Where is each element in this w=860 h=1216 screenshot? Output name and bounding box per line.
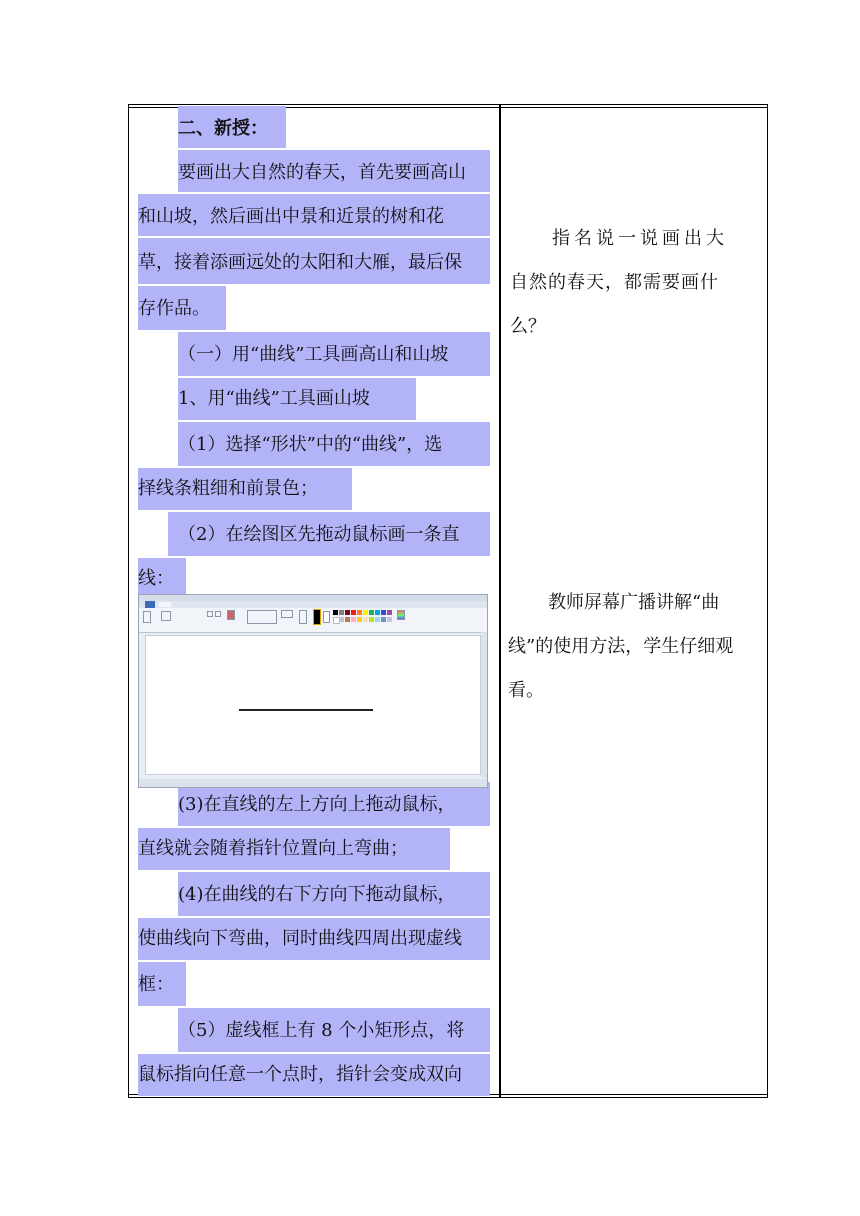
edit-colors-icon bbox=[397, 610, 405, 620]
paint-screenshot bbox=[138, 594, 488, 788]
fill-icon bbox=[215, 611, 221, 617]
teacher-note-line: 教师屏幕广播讲解“曲 bbox=[548, 592, 720, 613]
color1-swatch bbox=[313, 609, 321, 625]
size-icon bbox=[299, 610, 307, 624]
palette-swatch bbox=[357, 610, 362, 615]
column-divider bbox=[499, 105, 501, 1097]
step-line: （1）选择“形状”中的“曲线”，选 bbox=[178, 434, 443, 455]
subsection-title: 1、用“曲线”工具画山坡 bbox=[178, 388, 370, 409]
palette-swatch bbox=[345, 610, 350, 615]
teacher-note-line: 指名说一说画出大 bbox=[552, 228, 728, 249]
paragraph-line: 要画出大自然的春天，首先要画高山 bbox=[178, 162, 466, 183]
teacher-note-line: 自然的春天，都需要画什 bbox=[510, 272, 719, 293]
step-line: （5）虚线框上有 8 个小矩形点，将 bbox=[178, 1020, 465, 1041]
step-line: 鼠标指向任意一个点时，指针会变成双向 bbox=[138, 1064, 462, 1085]
tab-home bbox=[145, 601, 155, 608]
brush-icon bbox=[227, 610, 235, 620]
palette-swatch bbox=[363, 617, 368, 622]
paste-icon bbox=[143, 611, 151, 623]
subsection-title: （一）用“曲线”工具画高山和山坡 bbox=[178, 344, 449, 365]
step-line: 择线条粗细和前景色； bbox=[138, 478, 318, 499]
teacher-note-line: 线”的使用方法，学生仔细观 bbox=[508, 636, 734, 657]
palette-swatch bbox=[369, 610, 374, 615]
palette-swatch bbox=[387, 610, 392, 615]
color2-swatch bbox=[323, 611, 330, 623]
step-line: (4)在曲线的右下方向下拖动鼠标， bbox=[178, 884, 456, 905]
palette-swatch bbox=[351, 617, 356, 622]
paragraph-line: 和山坡，然后画出中景和近景的树和花 bbox=[138, 206, 444, 227]
palette-swatch bbox=[369, 617, 374, 622]
palette-swatch bbox=[339, 610, 344, 615]
outline-icon bbox=[281, 610, 293, 618]
step-line: （2）在绘图区先拖动鼠标画一条直 bbox=[178, 524, 460, 545]
palette-swatch bbox=[387, 617, 392, 622]
ribbon-toolbar bbox=[139, 608, 487, 633]
pencil-icon bbox=[207, 611, 213, 617]
palette-swatch bbox=[339, 617, 344, 622]
ribbon-tabs bbox=[139, 601, 487, 608]
paragraph-line: 存作品。 bbox=[138, 298, 210, 319]
section-heading: 二、新授： bbox=[178, 118, 268, 139]
palette-swatch bbox=[375, 610, 380, 615]
tab-view bbox=[159, 602, 171, 607]
drawing-canvas bbox=[145, 635, 481, 775]
palette-swatch bbox=[363, 610, 368, 615]
paragraph-line: 草，接着添画远处的太阳和大雁，最后保 bbox=[138, 252, 462, 273]
shapes-icon bbox=[247, 610, 277, 624]
palette-swatch bbox=[375, 617, 380, 622]
vertical-scrollbar bbox=[481, 632, 487, 778]
palette-swatch bbox=[345, 617, 350, 622]
step-line: 框： bbox=[138, 974, 174, 995]
palette-swatch bbox=[351, 610, 356, 615]
teacher-note-line: 么？ bbox=[510, 316, 546, 337]
step-line: (3)在直线的左上方向上拖动鼠标， bbox=[178, 794, 456, 815]
teacher-note-line: 看。 bbox=[508, 680, 544, 701]
drawn-straight-line bbox=[239, 709, 373, 711]
palette-swatch bbox=[333, 610, 338, 615]
step-line: 直线就会随着指针位置向上弯曲； bbox=[138, 838, 408, 859]
step-line: 使曲线向下弯曲，同时曲线四周出现虚线 bbox=[138, 928, 462, 949]
select-icon bbox=[161, 611, 171, 621]
status-bar bbox=[139, 779, 487, 787]
palette-swatch bbox=[381, 610, 386, 615]
palette-swatch bbox=[357, 617, 362, 622]
palette-swatch bbox=[381, 617, 386, 622]
step-line: 线： bbox=[138, 568, 174, 589]
